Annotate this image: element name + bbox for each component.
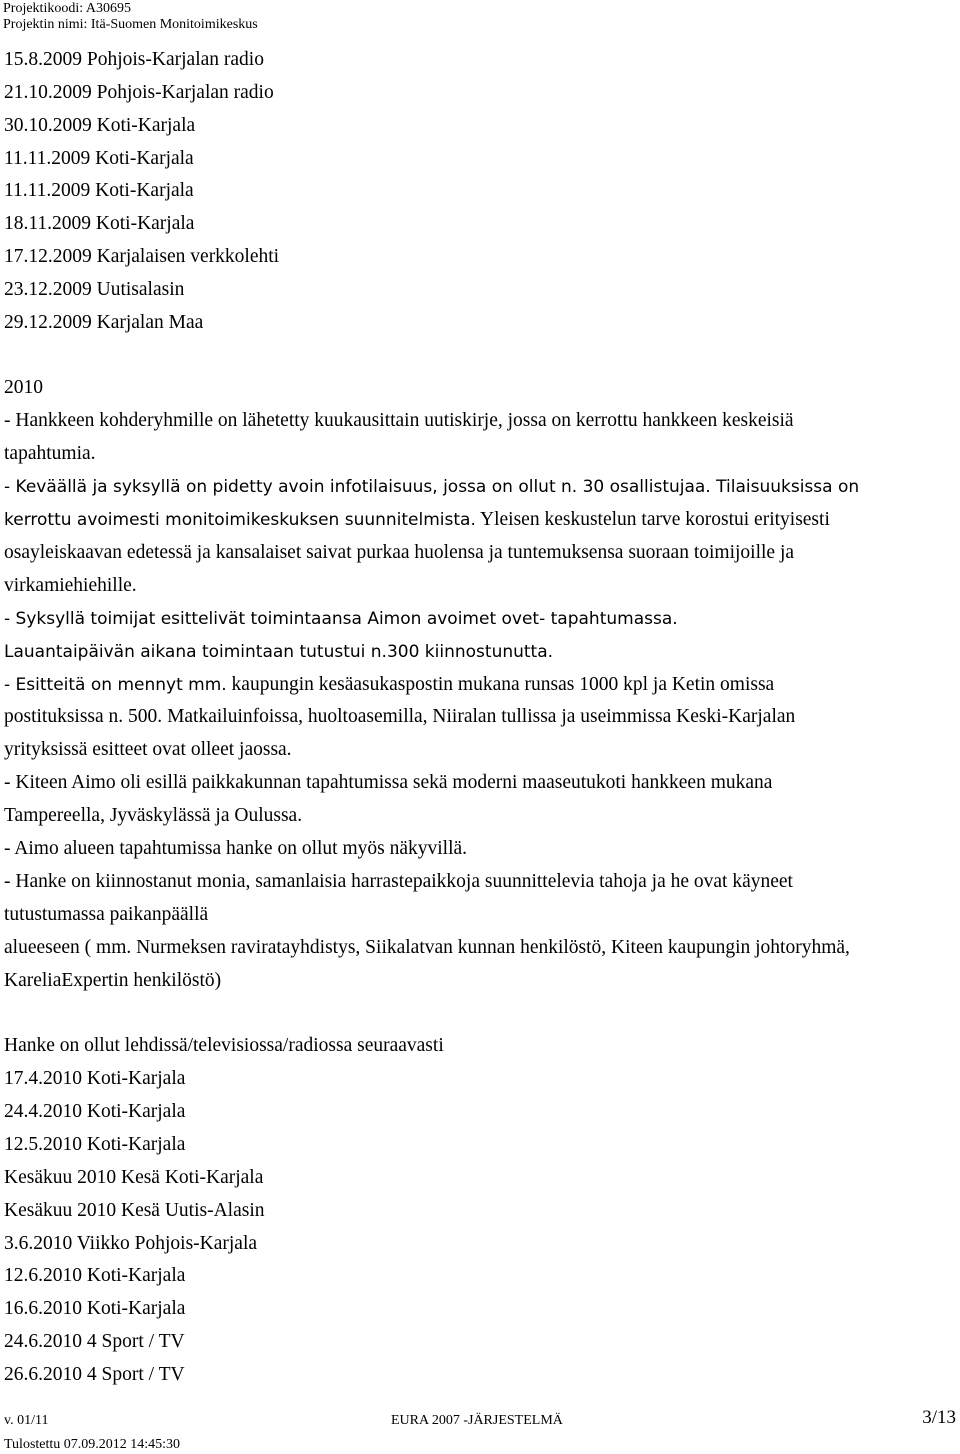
media-2010-item: 24.4.2010 Koti-Karjala: [4, 1101, 186, 1122]
body-line: Lauantaipäivän aikana toimintaan tutustui n.300 kiinnostunutta.: [4, 642, 554, 662]
media-2010-item: 26.6.2010 4 Sport / TV: [4, 1364, 185, 1385]
body-line-segment: Yleisen keskustelun tarve korostui erityisesti: [475, 509, 830, 530]
body-line: yrityksissä esitteet ovat olleet jaossa.: [4, 739, 292, 760]
body-line: - Keväällä ja syksyllä on pidetty avoin infotilaisuus, jossa on ollut n. 30 osallistujaa. Tilaisuuksissa on: [4, 477, 860, 497]
media-2009-item: 18.11.2009 Koti-Karjala: [4, 213, 195, 234]
project-code: Projektikoodi: A30695: [3, 1, 131, 16]
body-line: - Syksyllä toimijat esittelivät toimintaansa Aimon avoimet ovet- tapahtumassa.: [4, 609, 678, 629]
body-line: - Hankkeen kohderyhmille on lähetetty kuukausittain uutiskirje, jossa on kerrottu hankkeen keskeisiä: [4, 410, 794, 431]
body-line: alueeseen ( mm. Nurmeksen raviratayhdistys, Siikalatvan kunnan henkilöstö, Kiteen kaupungin johtoryhmä,: [4, 937, 850, 958]
media-2010-heading: Hanke on ollut lehdissä/televisiossa/radiossa seuraavasti: [4, 1035, 444, 1056]
body-line-segment: Matkailuinfoissa, huoltoasemilla, Niiralan tullissa ja useimmissa Keski-Karjalan: [162, 706, 796, 727]
footer-system: EURA 2007 -JÄRJESTELMÄ: [391, 1413, 563, 1428]
media-2010-item: 12.6.2010 Koti-Karjala: [4, 1265, 186, 1286]
body-line: virkamiehiehille.: [4, 575, 137, 596]
page-number: 3/13: [922, 1407, 956, 1428]
body-line-segment: - Esitteitä on mennyt mm.: [4, 675, 227, 695]
body-line: - Aimo alueen tapahtumissa hanke on ollut myös näkyvillä.: [4, 838, 468, 859]
project-name: Projektin nimi: Itä-Suomen Monitoimikeskus: [3, 17, 258, 32]
media-2010-item: 24.6.2010 4 Sport / TV: [4, 1331, 185, 1352]
media-2010-item: 16.6.2010 Koti-Karjala: [4, 1298, 186, 1319]
media-2009-item: 11.11.2009 Koti-Karjala: [4, 148, 194, 169]
media-2009-item: 29.12.2009 Karjalan Maa: [4, 312, 204, 333]
media-2009-item: 30.10.2009 Koti-Karjala: [4, 115, 196, 136]
media-2009-item: 21.10.2009 Pohjois-Karjalan radio: [4, 82, 274, 103]
media-2010-item: 17.4.2010 Koti-Karjala: [4, 1068, 186, 1089]
body-line: [4, 508, 830, 532]
media-2009-item: 23.12.2009 Uutisalasin: [4, 279, 185, 300]
media-2009-item: 11.11.2009 Koti-Karjala: [4, 180, 194, 201]
body-line: tapahtumia.: [4, 443, 96, 464]
year-heading: 2010: [4, 377, 43, 398]
body-line: tutustumassa paikanpäällä: [4, 904, 209, 925]
media-2010-item: 3.6.2010 Viikko Pohjois-Karjala: [4, 1233, 258, 1254]
body-line-segment: postituksissa n. 500.: [4, 706, 163, 727]
body-line-segment: kerrottu avoimesti monitoimikeskuksen suunnitelmista.: [4, 510, 476, 530]
media-2009-item: 17.12.2009 Karjalaisen verkkolehti: [4, 246, 280, 267]
media-2010-item: Kesäkuu 2010 Kesä Uutis-Alasin: [4, 1200, 265, 1221]
body-line: KareliaExpertin henkilöstö): [4, 970, 222, 991]
media-2009-item: 15.8.2009 Pohjois-Karjalan radio: [4, 49, 264, 70]
body-line: - Kiteen Aimo oli esillä paikkakunnan tapahtumissa sekä moderni maaseutukoti hankkeen mukana: [4, 772, 773, 793]
body-line: - Hanke on kiinnostanut monia, samanlaisia harrastepaikkoja suunnittelevia tahoja ja he ovat käyneet: [4, 871, 793, 892]
media-2010-item: 12.5.2010 Koti-Karjala: [4, 1134, 186, 1155]
body-line: Tampereella, Jyväskylässä ja Oulussa.: [4, 805, 303, 826]
body-line-segment: kaupungin kesäasukaspostin mukana runsas 1000 kpl ja Ketin omissa: [226, 674, 775, 695]
body-line: [4, 705, 795, 729]
body-line: [4, 673, 774, 697]
footer-printed: Tulostettu 07.09.2012 14:45:30: [4, 1437, 181, 1452]
body-line: osayleiskaavan edetessä ja kansalaiset saivat purkaa huolensa ja tuntemuksensa suoraan toimijoille ja: [4, 542, 795, 563]
media-2010-item: Kesäkuu 2010 Kesä Koti-Karjala: [4, 1167, 264, 1188]
footer-version: v. 01/11: [4, 1413, 49, 1428]
